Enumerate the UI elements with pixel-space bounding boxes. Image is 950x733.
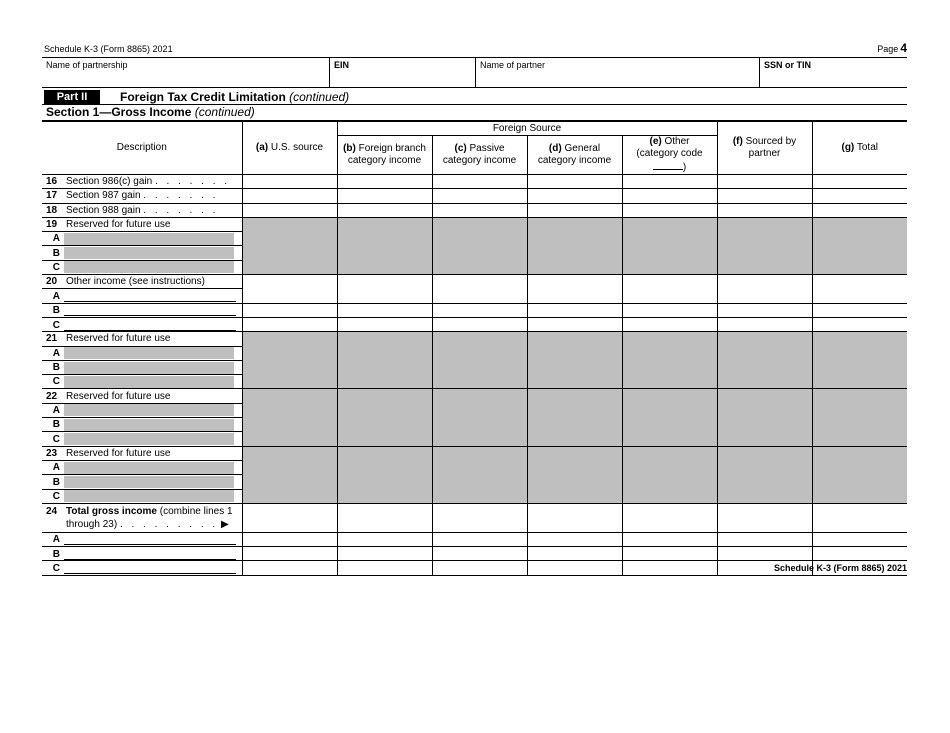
cell-input[interactable]: [717, 275, 812, 304]
cell-input[interactable]: [432, 317, 527, 331]
shaded-cell: [242, 217, 337, 274]
shaded-cell: [812, 217, 907, 274]
cell-input[interactable]: [717, 532, 812, 546]
line-21-label: 21 Reserved for future use: [42, 332, 242, 346]
table-row: [42, 446, 907, 460]
cell-input[interactable]: [242, 547, 337, 561]
cell-input[interactable]: [432, 561, 527, 575]
cell-input[interactable]: [337, 532, 432, 546]
cell-input[interactable]: [527, 532, 622, 546]
cell-input[interactable]: [717, 547, 812, 561]
cell-input[interactable]: [432, 532, 527, 546]
line-19b: B: [42, 246, 242, 260]
cell-input[interactable]: [432, 275, 527, 304]
line-20b[interactable]: B: [42, 303, 242, 317]
part-title: Foreign Tax Credit Limitation (continued): [120, 90, 350, 104]
cell-input[interactable]: [717, 189, 812, 203]
shaded-cell: [432, 217, 527, 274]
cell-input[interactable]: [242, 561, 337, 575]
part-header: [42, 90, 907, 105]
cell-input[interactable]: [717, 317, 812, 331]
col-c-header: (c) Passive category income: [432, 136, 527, 175]
cell-input[interactable]: [242, 203, 337, 217]
cell-input[interactable]: [242, 317, 337, 331]
cell-input[interactable]: [337, 317, 432, 331]
cell-input[interactable]: [242, 532, 337, 546]
cell-input[interactable]: [527, 561, 622, 575]
table-row: [42, 332, 907, 346]
shaded-cell: [812, 389, 907, 446]
cell-input[interactable]: [812, 303, 907, 317]
foreign-source-header: Foreign Source: [337, 122, 717, 136]
cell-input[interactable]: [527, 547, 622, 561]
line-23c: C: [42, 489, 242, 503]
cell-input[interactable]: [812, 503, 907, 532]
line-19-label: 19 Reserved for future use: [42, 217, 242, 231]
form-id: Schedule K-3 (Form 8865) 2021: [44, 44, 173, 54]
cell-input[interactable]: [432, 175, 527, 189]
category-code-input[interactable]: [653, 160, 683, 170]
shaded-cell: [432, 332, 527, 389]
table-row: [42, 275, 907, 289]
cell-input[interactable]: [717, 303, 812, 317]
cell-input[interactable]: [812, 203, 907, 217]
table-row: [42, 217, 907, 231]
cell-input[interactable]: [432, 203, 527, 217]
cell-input[interactable]: [337, 503, 432, 532]
cell-input[interactable]: [622, 561, 717, 575]
cell-input[interactable]: [242, 275, 337, 304]
table-row: [42, 503, 907, 532]
part-badge: Part II: [44, 90, 100, 104]
shaded-cell: [527, 217, 622, 274]
cell-input[interactable]: [337, 303, 432, 317]
cell-input[interactable]: [527, 303, 622, 317]
cell-input[interactable]: [717, 203, 812, 217]
shaded-cell: [527, 389, 622, 446]
col-g-header: (g) Total: [812, 122, 907, 175]
shaded-cell: [337, 389, 432, 446]
shaded-cell: [432, 389, 527, 446]
arrow-icon: ▶: [220, 518, 229, 530]
col-a-header: (a) U.S. source: [242, 122, 337, 175]
line-18-label: 18 Section 988 gain . . . . . . .: [42, 203, 242, 217]
form-page: [42, 40, 907, 576]
line-24c[interactable]: C: [42, 561, 242, 575]
line-23-label: 23 Reserved for future use: [42, 446, 242, 460]
shaded-cell: [527, 446, 622, 503]
shaded-cell: [337, 446, 432, 503]
cell-input[interactable]: [622, 275, 717, 304]
line-24b[interactable]: B: [42, 547, 242, 561]
shaded-cell: [812, 332, 907, 389]
cell-input[interactable]: [812, 317, 907, 331]
line-20c[interactable]: C: [42, 317, 242, 331]
cell-input[interactable]: [622, 317, 717, 331]
shaded-cell: [242, 389, 337, 446]
cell-input[interactable]: [812, 547, 907, 561]
shaded-cell: [242, 332, 337, 389]
identification-row: [42, 58, 907, 88]
line-17-label: 17 Section 987 gain . . . . . . .: [42, 189, 242, 203]
shaded-cell: [622, 389, 717, 446]
shaded-cell: [337, 217, 432, 274]
cell-input[interactable]: [337, 275, 432, 304]
shaded-cell: [622, 332, 717, 389]
cell-input[interactable]: [622, 189, 717, 203]
form-footer: Schedule K-3 (Form 8865) 2021: [773, 563, 907, 573]
line-23a: A: [42, 460, 242, 474]
shaded-cell: [432, 446, 527, 503]
cell-input[interactable]: [337, 189, 432, 203]
line-19a: A: [42, 232, 242, 246]
line-24a[interactable]: A: [42, 532, 242, 546]
table-row: [42, 389, 907, 403]
shaded-cell: [717, 217, 812, 274]
table-row: [42, 189, 907, 203]
cell-input[interactable]: [242, 503, 337, 532]
line-24-label: 24 Total gross income (combine lines 1 through 23) . . . . . . . . . ▶: [42, 503, 242, 532]
line-23b: B: [42, 475, 242, 489]
cell-input[interactable]: [812, 175, 907, 189]
table-row: [42, 203, 907, 217]
shaded-cell: [622, 446, 717, 503]
col-e-header: (e) Other (category code): [622, 136, 717, 175]
line-22c: C: [42, 432, 242, 446]
cell-input[interactable]: [622, 532, 717, 546]
line-22b: B: [42, 418, 242, 432]
cell-input[interactable]: [527, 175, 622, 189]
cell-input[interactable]: [527, 275, 622, 304]
section-title: Section 1—Gross Income (continued): [42, 105, 907, 121]
cell-input[interactable]: [337, 561, 432, 575]
line-20a[interactable]: A: [42, 289, 242, 303]
cell-input[interactable]: [812, 189, 907, 203]
line-20-label: 20 Other income (see instructions): [42, 275, 242, 289]
line-21a: A: [42, 346, 242, 360]
cell-input[interactable]: [337, 547, 432, 561]
cell-input[interactable]: [337, 175, 432, 189]
line-21b: B: [42, 360, 242, 374]
shaded-cell: [812, 446, 907, 503]
shaded-cell: [242, 446, 337, 503]
cell-input[interactable]: [622, 503, 717, 532]
shaded-cell: [337, 332, 432, 389]
cell-input[interactable]: [432, 189, 527, 203]
shaded-cell: [717, 332, 812, 389]
cell-input[interactable]: [432, 303, 527, 317]
shaded-cell: [622, 217, 717, 274]
cell-input[interactable]: [242, 189, 337, 203]
cell-input[interactable]: [432, 503, 527, 532]
cell-input[interactable]: [717, 503, 812, 532]
line-22a: A: [42, 403, 242, 417]
cell-input[interactable]: [622, 303, 717, 317]
col-b-header: (b) Foreign branch category income: [337, 136, 432, 175]
form-header: [42, 40, 907, 58]
cell-input[interactable]: [812, 275, 907, 304]
ssn-field[interactable]: SSN or TIN: [759, 58, 907, 87]
line-19c: C: [42, 260, 242, 274]
cell-input[interactable]: [812, 532, 907, 546]
cell-input[interactable]: [622, 203, 717, 217]
col-d-header: (d) General category income: [527, 136, 622, 175]
col-f-header: (f) Sourced by partner: [717, 122, 812, 175]
line-16-label: 16 Section 986(c) gain . . . . . . .: [42, 175, 242, 189]
col-description: Description: [42, 122, 242, 175]
line-22-label: 22 Reserved for future use: [42, 389, 242, 403]
cell-input[interactable]: [242, 303, 337, 317]
cell-input[interactable]: [527, 203, 622, 217]
cell-input[interactable]: [432, 547, 527, 561]
page-number: Page 4: [877, 41, 907, 55]
cell-input[interactable]: [622, 175, 717, 189]
table-row: [42, 175, 907, 189]
cell-input[interactable]: [527, 189, 622, 203]
cell-input[interactable]: [242, 175, 337, 189]
gross-income-table: [42, 121, 907, 576]
cell-input[interactable]: [622, 547, 717, 561]
shaded-cell: [717, 389, 812, 446]
partner-name-field[interactable]: Name of partner: [475, 58, 759, 87]
cell-input[interactable]: [337, 203, 432, 217]
line-21c: C: [42, 375, 242, 389]
partnership-name-field[interactable]: Name of partnership: [46, 60, 128, 70]
shaded-cell: [527, 332, 622, 389]
cell-input[interactable]: [717, 175, 812, 189]
cell-input[interactable]: [527, 503, 622, 532]
shaded-cell: [717, 446, 812, 503]
cell-input[interactable]: [527, 317, 622, 331]
ein-field[interactable]: EIN: [329, 58, 475, 87]
